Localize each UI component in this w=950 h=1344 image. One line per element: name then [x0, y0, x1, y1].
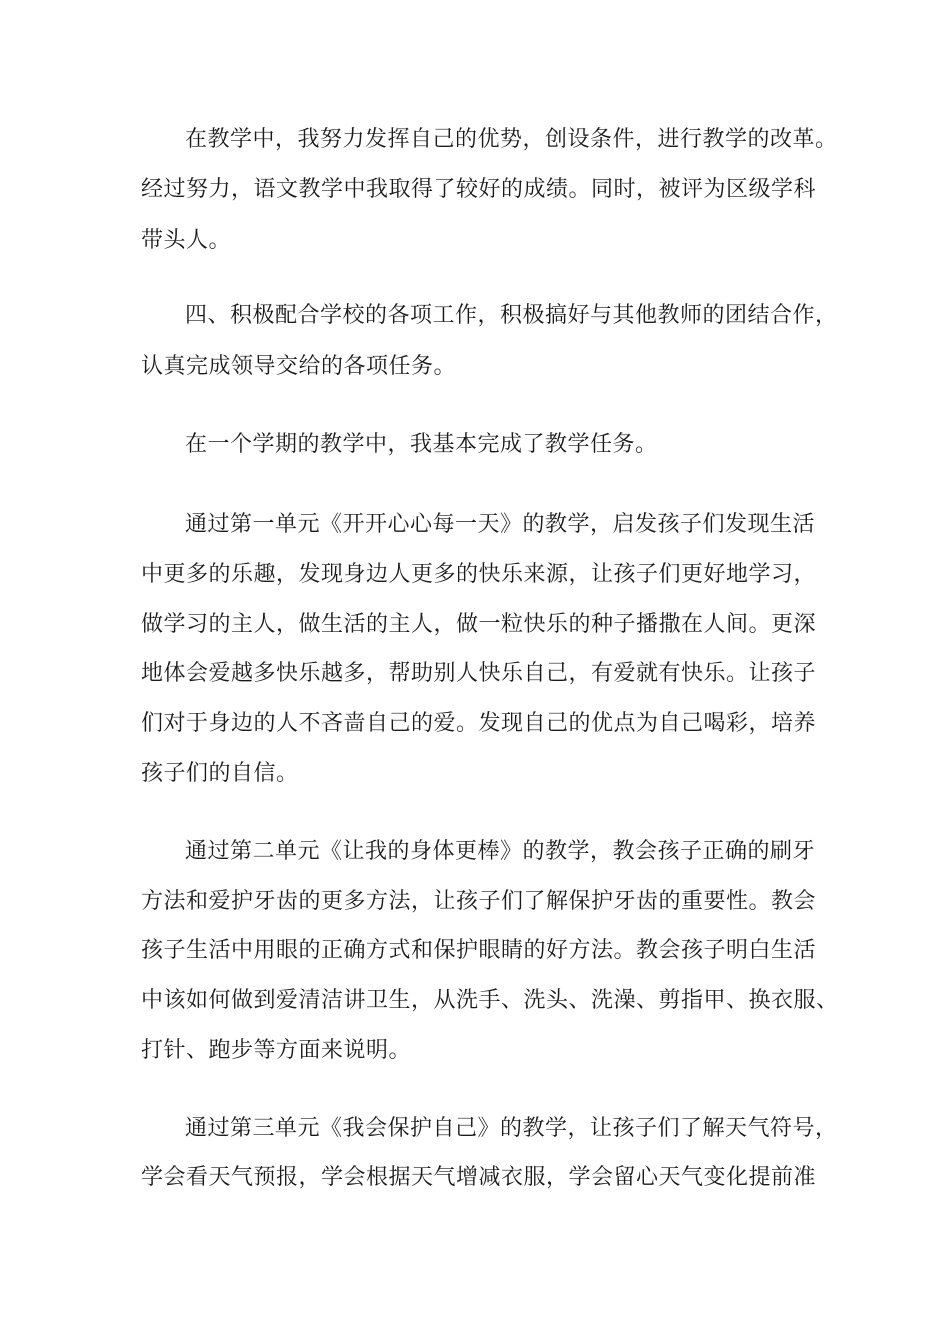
- text-line: 四、积极配合学校的各项工作，积极搞好与其他教师的团结合作，: [185, 303, 838, 328]
- text-line: 方法和爱护牙齿的更多方法，让孩子们了解保护牙齿的重要性。教会: [141, 889, 817, 914]
- text-line: 孩子生活中用眼的正确方式和保护眼睛的好方法。教会孩子明白生活: [141, 938, 817, 963]
- text-line: 做学习的主人，做生活的主人，做一粒快乐的种子播撒在人间。更深: [141, 612, 817, 637]
- text-line: 学会看天气预报，学会根据天气增减衣服，学会留心天气变化提前准: [141, 1165, 817, 1190]
- text-line: 地体会爱越多快乐越多，帮助别人快乐自己，有爱就有快乐。让孩子: [141, 661, 817, 686]
- text-line: 通过第二单元《让我的身体更棒》的教学，教会孩子正确的刷牙: [185, 839, 816, 864]
- text-line: 在教学中，我努力发挥自己的优势，创设条件，进行教学的改革。: [185, 127, 838, 152]
- text-line: 通过第三单元《我会保护自己》的教学，让孩子们了解天气符号，: [185, 1116, 838, 1141]
- text-line: 通过第一单元《开开心心每一天》的教学，启发孩子们发现生活: [185, 512, 816, 537]
- text-line: 经过努力，语文教学中我取得了较好的成绩。同时，被评为区级学科: [141, 177, 817, 202]
- text-line: 认真完成领导交给的各项任务。: [141, 354, 457, 379]
- text-line: 在一个学期的教学中，我基本完成了教学任务。: [185, 432, 658, 457]
- text-line: 打针、跑步等方面来说明。: [141, 1038, 412, 1063]
- text-line: 中更多的乐趣，发现身边人更多的快乐来源，让孩子们更好地学习，: [141, 562, 817, 587]
- text-line: 中该如何做到爱清洁讲卫生，从洗手、洗头、洗澡、剪指甲、换衣服、: [141, 988, 839, 1013]
- text-line: 带头人。: [141, 228, 232, 253]
- text-line: 孩子们的自信。: [141, 761, 299, 786]
- text-line: 们对于身边的人不吝啬自己的爱。发现自己的优点为自己喝彩，培养: [141, 711, 817, 736]
